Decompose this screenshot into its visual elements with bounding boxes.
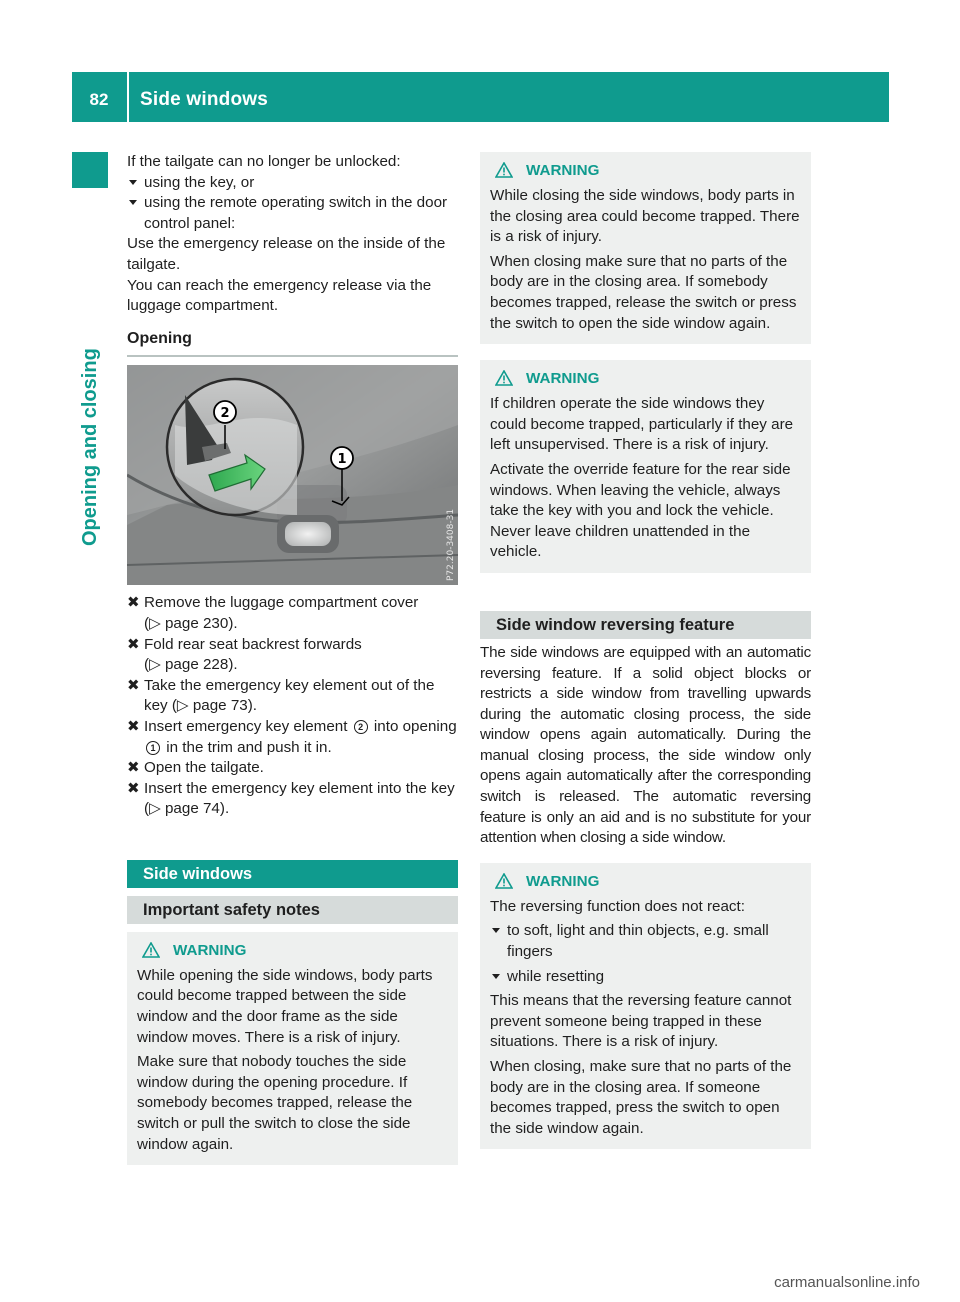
page-ref-73[interactable]: page 73). xyxy=(192,697,258,715)
figure-code: P72.20-3408-31 xyxy=(446,509,456,582)
step-take-key-element: ✖ Take the emergency key element out of the key (▷ page 73). xyxy=(127,676,435,715)
callout-2-icon: 2 xyxy=(354,720,368,734)
step-open-tailgate: ✖ Open the tailgate. xyxy=(127,758,458,779)
step-insert-key-element: ✖ Insert emergency key element 2 into opening 1 in the trim and push it in. xyxy=(127,717,457,756)
page-ref-arrow-icon: ▷ xyxy=(149,614,161,632)
header-separator xyxy=(127,72,129,122)
warning-box-opening xyxy=(127,932,458,1165)
step-marker-icon: ✖ xyxy=(127,635,140,653)
tailgate-illustration xyxy=(127,365,458,585)
warning-text-2: Make sure that nobody touches the side window during the opening procedure. If somebody becomes trapped, release the switch or pull the switch to close the side window again. xyxy=(137,1053,413,1153)
figure-callout-1: 1 xyxy=(337,452,347,468)
page-ref-arrow-icon: ▷ xyxy=(176,697,189,715)
chapter-marker xyxy=(72,152,108,188)
right-column xyxy=(480,152,811,1149)
subsection-title-safety: Important safety notes xyxy=(127,896,458,924)
warning-box-reversing xyxy=(480,863,811,1150)
chapter-label xyxy=(72,196,108,556)
intro-bullet-1: using the key, or xyxy=(127,173,458,194)
callout-1-icon: 1 xyxy=(146,741,160,755)
intro-text: If the tailgate can no longer be unlocked: xyxy=(127,153,401,170)
intro-bullet-2: using the remote operating switch in the door control panel: xyxy=(127,193,458,234)
steps-list xyxy=(127,593,458,820)
warning-triangle-icon xyxy=(142,942,160,958)
warning-text-2: Activate the override feature for the rear side windows. When leaving the vehicle, always take the key with you and lock the vehicle. Never leave children unattended in the vehicle. xyxy=(490,460,791,561)
page-header xyxy=(72,72,889,122)
section-title-side-windows: Side windows xyxy=(127,860,458,888)
warning-triangle-icon xyxy=(495,370,513,386)
page-ref-230[interactable]: page 230). xyxy=(164,614,238,632)
step-fold-backrest: ✖ Fold rear seat backrest forwards (▷ page 228). xyxy=(127,635,362,674)
warning-text-2: This means that the reversing feature cannot prevent someone being trapped in these situations. There is a risk of injury. xyxy=(490,992,792,1051)
warning-box-children xyxy=(480,360,811,573)
page-ref-arrow-icon: ▷ xyxy=(149,800,161,818)
tailgate-figure xyxy=(127,365,458,585)
step-marker-icon: ✖ xyxy=(127,594,140,612)
page-ref-74[interactable]: page 74). xyxy=(164,800,230,818)
subsection-title-reversing: Side window reversing feature xyxy=(480,611,811,639)
paragraph-emergency-release: Use the emergency release on the inside of the tailgate. xyxy=(127,235,446,273)
warning-box-closing xyxy=(480,152,811,344)
warning-bullet-1: to soft, light and thin objects, e.g. small fingers xyxy=(490,921,801,962)
page-number: 82 xyxy=(89,90,109,109)
step-reinsert-key-element: ✖ Insert the emergency key element into the key (▷ page 74). xyxy=(127,779,455,818)
step-marker-icon: ✖ xyxy=(127,759,140,777)
step-marker-icon: ✖ xyxy=(127,779,140,797)
warning-text-3: When closing, make sure that no parts of the body are in the closing area. If someone becomes trapped, press the switch to open the side window again. xyxy=(490,1058,792,1137)
warning-heading: WARNING xyxy=(495,368,801,390)
warning-heading: WARNING xyxy=(142,940,448,962)
chapter-label-text: Opening and closing xyxy=(79,348,101,546)
page-ref-arrow-icon: ▷ xyxy=(149,656,161,674)
warning-heading: WARNING xyxy=(495,160,801,182)
reversing-feature-text: The side windows are equipped with an automatic reversing feature. If a solid object blocks or restricts a side window from travelling upwards during the automatic closing process, the side window opens again automatically. During the manual closing process, the side window only opens again automatically after the corresponding switch is released. The automatic reversing feature is only an aid and is no substitute for your attention when closing a side window. xyxy=(480,643,811,847)
watermark: carmanualsonline.info xyxy=(774,1274,920,1292)
warning-intro: The reversing function does not react: xyxy=(490,897,745,915)
warning-text-1: While opening the side windows, body parts could become trapped between the side window and the door frame as the side window moves. There is a risk of injury. xyxy=(137,966,433,1046)
step-marker-icon: ✖ xyxy=(127,676,140,694)
left-column xyxy=(127,152,458,1165)
warning-triangle-icon xyxy=(495,873,513,889)
figure-callout-2: 2 xyxy=(220,406,230,422)
header-title: Side windows xyxy=(140,89,269,110)
warning-text-1: While closing the side windows, body parts in the closing area could become trapped. There is a risk of injury. xyxy=(490,187,800,246)
warning-text-2: When closing make sure that no parts of the body are in the closing area. If somebody becomes trapped, release the switch or press the switch to open the side window again. xyxy=(490,252,797,332)
warning-heading: WARNING xyxy=(495,871,801,893)
warning-text-1: If children operate the side windows they could become trapped, particularly if they are left unsupervised. There is a risk of injury. xyxy=(490,395,794,454)
paragraph-reach-release: You can reach the emergency release via the luggage compartment. xyxy=(127,276,432,315)
warning-triangle-icon xyxy=(495,162,513,178)
page-ref-228[interactable]: page 228). xyxy=(164,656,238,674)
step-marker-icon: ✖ xyxy=(127,717,140,735)
step-remove-cover: ✖ Remove the luggage compartment cover (▷ page 230). xyxy=(127,594,419,632)
opening-heading: Opening xyxy=(127,329,458,358)
warning-bullet-2: while resetting xyxy=(490,967,801,988)
